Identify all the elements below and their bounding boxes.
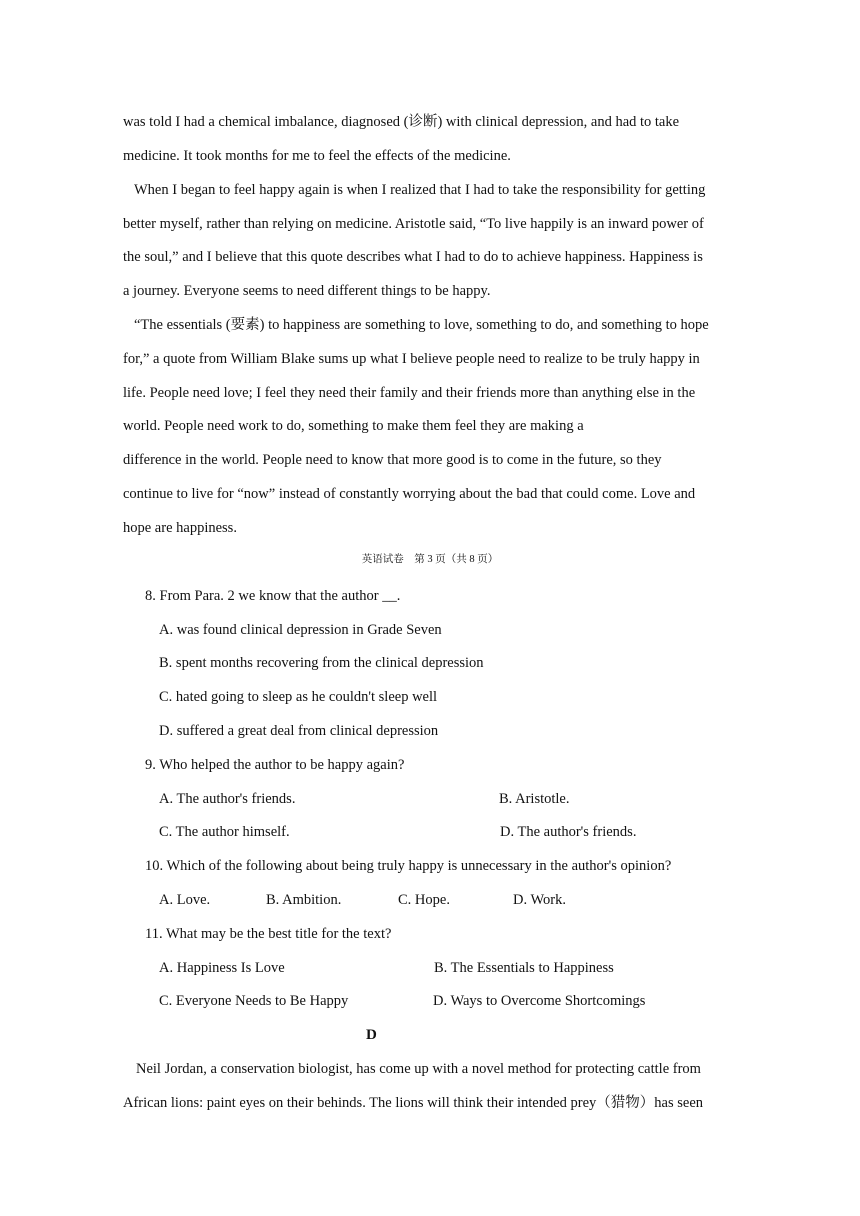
question-9-option-c: C. The author himself.: [159, 824, 290, 840]
passage-line: “The essentials (要素) to happiness are something to love, something to do, and something to hope: [134, 317, 709, 333]
passage-line: world. People need work to do, something to make them feel they are making a: [123, 418, 584, 434]
passage-line: life. People need love; I feel they need their family and their friends more than anything else in the: [123, 385, 696, 401]
question-11-option-d: D. Ways to Overcome Shortcomings: [433, 993, 646, 1009]
question-9-option-b: B. Aristotle.: [499, 791, 570, 807]
passage-line: medicine. It took months for me to feel the effects of the medicine.: [123, 148, 511, 164]
question-8-option-c: C. hated going to sleep as he couldn't sleep well: [159, 689, 438, 705]
passage-line: better myself, rather than relying on medicine. Aristotle said, “To live happily is an inward power of: [123, 216, 704, 232]
passage-line: difference in the world. People need to know that more good is to come in the future, so they: [123, 452, 662, 468]
passage-line: a journey. Everyone seems to need different things to be happy.: [123, 283, 491, 299]
question-10-option-d: D. Work.: [513, 892, 566, 908]
question-10-option-a: A. Love.: [159, 892, 211, 908]
passage-line: African lions: paint eyes on their behinds. The lions will think their intended prey（猎物）has seen: [123, 1095, 704, 1111]
passage-line: was told I had a chemical imbalance, diagnosed (诊断) with clinical depression, and had to take: [123, 114, 680, 130]
question-8-option-d: D. suffered a great deal from clinical depression: [159, 723, 439, 739]
question-10-option-c: C. Hope.: [398, 892, 450, 908]
passage-line: for,” a quote from William Blake sums up what I believe people need to realize to be truly happy in: [123, 351, 700, 367]
section-heading: D: [366, 1027, 377, 1043]
passage-line: When I began to feel happy again is when I realized that I had to take the responsibility for getting: [134, 182, 706, 198]
passage-line: hope are happiness.: [123, 520, 237, 536]
passage-line: Neil Jordan, a conservation biologist, has come up with a novel method for protecting cattle from: [136, 1061, 701, 1077]
passage-line: the soul,” and I believe that this quote describes what I had to do to achieve happiness. Happiness is: [123, 249, 703, 265]
question-8-stem: 8. From Para. 2 we know that the author __.: [145, 588, 401, 604]
question-11-option-c: C. Everyone Needs to Be Happy: [159, 993, 349, 1009]
question-10-stem: 10. Which of the following about being truly happy is unnecessary in the author's opinion?: [145, 858, 672, 874]
question-9-option-d: D. The author's friends.: [500, 824, 637, 840]
question-11-option-b: B. The Essentials to Happiness: [434, 960, 614, 976]
passage-line: continue to live for “now” instead of constantly worrying about the bad that could come. Love and: [123, 486, 696, 502]
question-9-option-a: A. The author's friends.: [159, 791, 296, 807]
page-footer: 英语试卷 第 3 页（共 8 页）: [361, 554, 499, 565]
question-9-stem: 9. Who helped the author to be happy again?: [145, 757, 405, 773]
question-8-option-a: A. was found clinical depression in Grade Seven: [159, 622, 442, 638]
question-10-option-b: B. Ambition.: [266, 892, 342, 908]
question-11-stem: 11. What may be the best title for the text?: [145, 926, 392, 942]
question-11-option-a: A. Happiness Is Love: [159, 960, 285, 976]
question-8-option-b: B. spent months recovering from the clinical depression: [159, 655, 484, 671]
